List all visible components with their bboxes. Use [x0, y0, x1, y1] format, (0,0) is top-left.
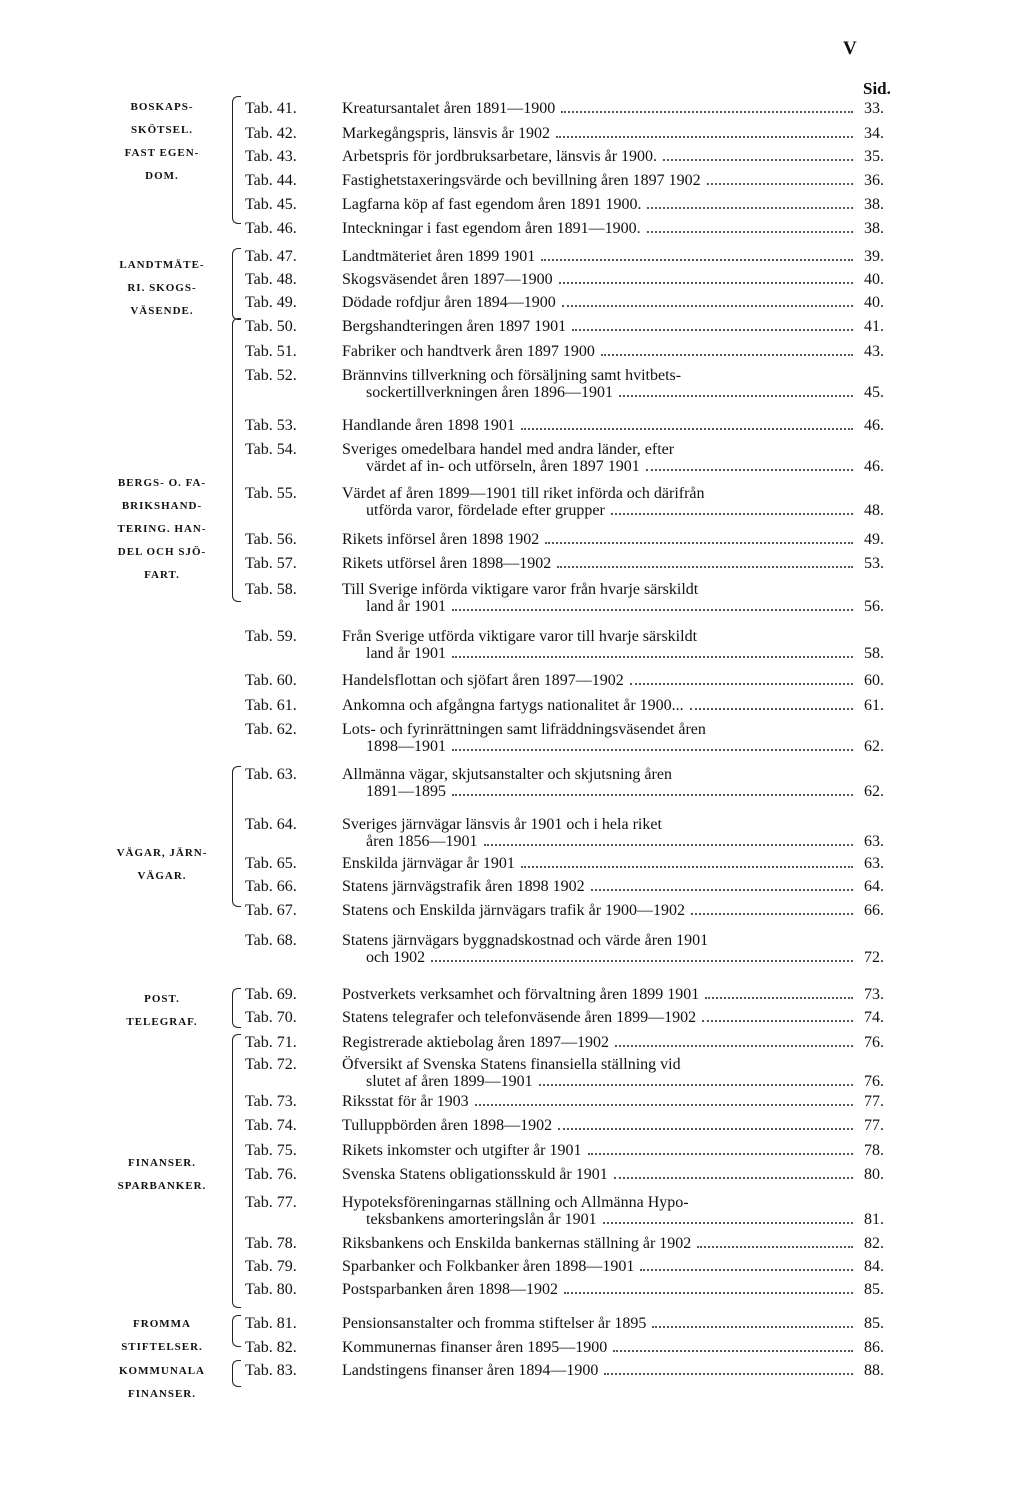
entry-page: 33. [864, 100, 884, 117]
entry-page: 40. [864, 271, 884, 288]
entry-page: 86. [864, 1339, 884, 1356]
entry-page: 64. [864, 878, 884, 895]
entry-page: 58. [864, 645, 884, 662]
entry-title: Tulluppbörden åren 1898—1902 [342, 1117, 857, 1134]
entry-page: 48. [864, 502, 884, 519]
section-label-boskap: BOSKAPS- SKÖTSEL. FAST EGEN- DOM. [124, 101, 200, 182]
table-number: Tab. 82. [245, 1339, 297, 1356]
entry-title: Till Sverige införda viktigare varor från hvarje särskildt land år 1901 [342, 581, 857, 615]
entry-title: Kreatursantalet åren 1891—1900 [342, 100, 857, 117]
entry-page: 53. [864, 555, 884, 572]
table-number: Tab. 75. [245, 1142, 297, 1159]
section-brace [232, 1034, 241, 1308]
section-brace [232, 1360, 241, 1387]
entry-page: 63. [864, 855, 884, 872]
entry-page: 62. [864, 738, 884, 755]
entry-title: Rikets inkomster och utgifter år 1901 [342, 1142, 857, 1159]
page-number: V [843, 38, 857, 59]
entry-title: Markegångspris, länsvis år 1902 [342, 125, 857, 142]
entry-page: 85. [864, 1315, 884, 1332]
table-number: Tab. 48. [245, 271, 297, 288]
entry-page: 74. [864, 1009, 884, 1026]
entry-title: Handelsflottan och sjöfart åren 1897—1902 [342, 672, 857, 689]
entry-page: 66. [864, 902, 884, 919]
table-number: Tab. 58. [245, 581, 297, 598]
section-label-bergs: BERGS- O. FA- BRIKSHAND- TERING. HAN- DEL OCH SJÖ- FART. [117, 477, 207, 581]
table-number: Tab. 65. [245, 855, 297, 872]
entry-title: Riksbankens och Enskilda bankernas ställning år 1902 [342, 1235, 857, 1252]
section-label-fromma: FROMMA STIFTELSER. [121, 1318, 203, 1353]
table-number: Tab. 68. [245, 932, 297, 949]
entry-title: Sveriges omedelbara handel med andra länder, efter värdet af in- och utförseln, åren 1897 1901 [342, 441, 857, 475]
entry-page: 40. [864, 294, 884, 311]
entry-page: 84. [864, 1258, 884, 1275]
entry-page: 76. [864, 1073, 884, 1090]
table-number: Tab. 62. [245, 721, 297, 738]
entry-title: Ankomna och afgångna fartygs nationalitet år 1900... [342, 697, 857, 714]
entry-title: Fabriker och handtverk åren 1897 1900 [342, 343, 857, 360]
table-number: Tab. 63. [245, 766, 297, 783]
entry-title: Lots- och fyrinrättningen samt lifräddningsväsendet åren 1898—1901 [342, 721, 857, 755]
entry-page: 82. [864, 1235, 884, 1252]
entry-page: 36. [864, 172, 884, 189]
table-number: Tab. 66. [245, 878, 297, 895]
entry-page: 46. [864, 417, 884, 434]
table-number: Tab. 44. [245, 172, 297, 189]
entry-page: 80. [864, 1166, 884, 1183]
entry-page: 81. [864, 1211, 884, 1228]
entry-title: Sparbanker och Folkbanker åren 1898—1901 [342, 1258, 857, 1275]
table-number: Tab. 46. [245, 220, 297, 237]
table-number: Tab. 55. [245, 485, 297, 502]
entry-title: Dödade rofdjur åren 1894—1900 [342, 294, 857, 311]
table-number: Tab. 61. [245, 697, 297, 714]
entry-page: 45. [864, 384, 884, 401]
section-brace [232, 96, 241, 224]
entry-title: Statens järnvägars byggnadskostnad och värde åren 1901 och 1902 [342, 932, 857, 966]
table-number: Tab. 54. [245, 441, 297, 458]
section-label-post: POST. TELEGRAF. [126, 993, 198, 1028]
section-label-kommun: KOMMUNALA FINANSER. [119, 1365, 205, 1400]
section-brace [232, 318, 241, 602]
entry-title: Hypoteksföreningarnas ställning och Allmänna Hypo- teksbankens amorteringslån år 1901 [342, 1194, 857, 1228]
entry-page: 88. [864, 1362, 884, 1379]
entry-title: Allmänna vägar, skjutsanstalter och skjutsning åren 1891—1895 [342, 766, 857, 800]
entry-page: 73. [864, 986, 884, 1003]
entry-title: Inteckningar i fast egendom åren 1891—1900. [342, 220, 857, 237]
entry-title: Sveriges järnvägar länsvis år 1901 och i hela riket åren 1856—1901 [342, 816, 857, 850]
section-brace [232, 1315, 241, 1347]
entry-title: Landtmäteriet åren 1899 1901 [342, 248, 857, 265]
table-number: Tab. 57. [245, 555, 297, 572]
entry-page: 39. [864, 248, 884, 265]
table-number: Tab. 77. [245, 1194, 297, 1211]
entry-page: 77. [864, 1093, 884, 1110]
table-number: Tab. 76. [245, 1166, 297, 1183]
table-number: Tab. 50. [245, 318, 297, 335]
section-label-land: LANDTMÄTE- RI. SKOGS- VÄSENDE. [119, 259, 205, 317]
section-label-vagar: VÄGAR, JÄRN- VÄGAR. [116, 847, 208, 882]
entry-title: Registrerade aktiebolag åren 1897—1902 [342, 1034, 857, 1051]
entry-title: Brännvins tillverkning och försäljning samt hvitbets- sockertillverkningen åren 1896—1901 [342, 367, 857, 401]
entry-page: 34. [864, 125, 884, 142]
table-number: Tab. 64. [245, 816, 297, 833]
entry-title: Från Sverige utförda viktigare varor till hvarje särskildt land år 1901 [342, 628, 857, 662]
table-number: Tab. 53. [245, 417, 297, 434]
table-number: Tab. 69. [245, 986, 297, 1003]
entry-page: 78. [864, 1142, 884, 1159]
entry-page: 61. [864, 697, 884, 714]
table-number: Tab. 60. [245, 672, 297, 689]
entry-page: 35. [864, 148, 884, 165]
table-number: Tab. 83. [245, 1362, 297, 1379]
table-number: Tab. 81. [245, 1315, 297, 1332]
table-number: Tab. 71. [245, 1034, 297, 1051]
table-number: Tab. 72. [245, 1056, 297, 1073]
entry-title: Öfversikt af Svenska Statens finansiella ställning vid slutet af åren 1899—1901 [342, 1056, 857, 1090]
entry-page: 72. [864, 949, 884, 966]
entry-title: Kommunernas finanser åren 1895—1900 [342, 1339, 857, 1356]
entry-title: Rikets utförsel åren 1898—1902 [342, 555, 857, 572]
table-number: Tab. 41. [245, 100, 297, 117]
section-brace [232, 248, 241, 320]
section-label-finans: FINANSER. SPARBANKER. [117, 1157, 207, 1192]
table-number: Tab. 56. [245, 531, 297, 548]
entry-page: 76. [864, 1034, 884, 1051]
table-number: Tab. 43. [245, 148, 297, 165]
entry-page: 43. [864, 343, 884, 360]
entry-page: 63. [864, 833, 884, 850]
table-number: Tab. 74. [245, 1117, 297, 1134]
table-number: Tab. 78. [245, 1235, 297, 1252]
table-number: Tab. 47. [245, 248, 297, 265]
table-number: Tab. 51. [245, 343, 297, 360]
table-number: Tab. 73. [245, 1093, 297, 1110]
table-number: Tab. 79. [245, 1258, 297, 1275]
table-number: Tab. 42. [245, 125, 297, 142]
table-number: Tab. 80. [245, 1281, 297, 1298]
entry-title: Postverkets verksamhet och förvaltning åren 1899 1901 [342, 986, 857, 1003]
table-number: Tab. 70. [245, 1009, 297, 1026]
table-number: Tab. 52. [245, 367, 297, 384]
entry-title: Riksstat för år 1903 [342, 1093, 857, 1110]
entry-page: 60. [864, 672, 884, 689]
entry-title: Lagfarna köp af fast egendom åren 1891 1900. [342, 196, 857, 213]
entry-page: 77. [864, 1117, 884, 1134]
table-number: Tab. 67. [245, 902, 297, 919]
entry-page: 62. [864, 783, 884, 800]
entry-page: 46. [864, 458, 884, 475]
entry-title: Arbetspris för jordbruksarbetare, länsvis år 1900. [342, 148, 857, 165]
entry-title: Enskilda järnvägar år 1901 [342, 855, 857, 872]
section-brace [232, 766, 241, 907]
entry-page: 41. [864, 318, 884, 335]
entry-title: Skogsväsendet åren 1897—1900 [342, 271, 857, 288]
entry-title: Rikets införsel åren 1898 1902 [342, 531, 857, 548]
entry-page: 49. [864, 531, 884, 548]
entry-page: 38. [864, 196, 884, 213]
entry-title: Värdet af åren 1899—1901 till riket införda och därifrån utförda varor, fördelade efter grupper [342, 485, 857, 519]
table-number: Tab. 59. [245, 628, 297, 645]
entry-title: Fastighetstaxeringsvärde och bevillning åren 1897 1902 [342, 172, 857, 189]
entry-title: Pensionsanstalter och fromma stiftelser år 1895 [342, 1315, 857, 1332]
entry-page: 85. [864, 1281, 884, 1298]
entry-title: Statens telegrafer och telefonväsende åren 1899—1902 [342, 1009, 857, 1026]
table-number: Tab. 49. [245, 294, 297, 311]
entry-title: Postsparbanken åren 1898—1902 [342, 1281, 857, 1298]
entry-title: Handlande åren 1898 1901 [342, 417, 857, 434]
table-number: Tab. 45. [245, 196, 297, 213]
section-brace [232, 988, 241, 1028]
entry-title: Bergshandteringen åren 1897 1901 [342, 318, 857, 335]
entry-title: Statens järnvägstrafik åren 1898 1902 [342, 878, 857, 895]
entry-page: 56. [864, 598, 884, 615]
entry-title: Statens och Enskilda järnvägars trafik år 1900—1902 [342, 902, 857, 919]
entry-title: Svenska Statens obligationsskuld år 1901 [342, 1166, 857, 1183]
entry-page: 38. [864, 220, 884, 237]
page-column-header: Sid. [863, 79, 891, 98]
entry-title: Landstingens finanser åren 1894—1900 [342, 1362, 857, 1379]
